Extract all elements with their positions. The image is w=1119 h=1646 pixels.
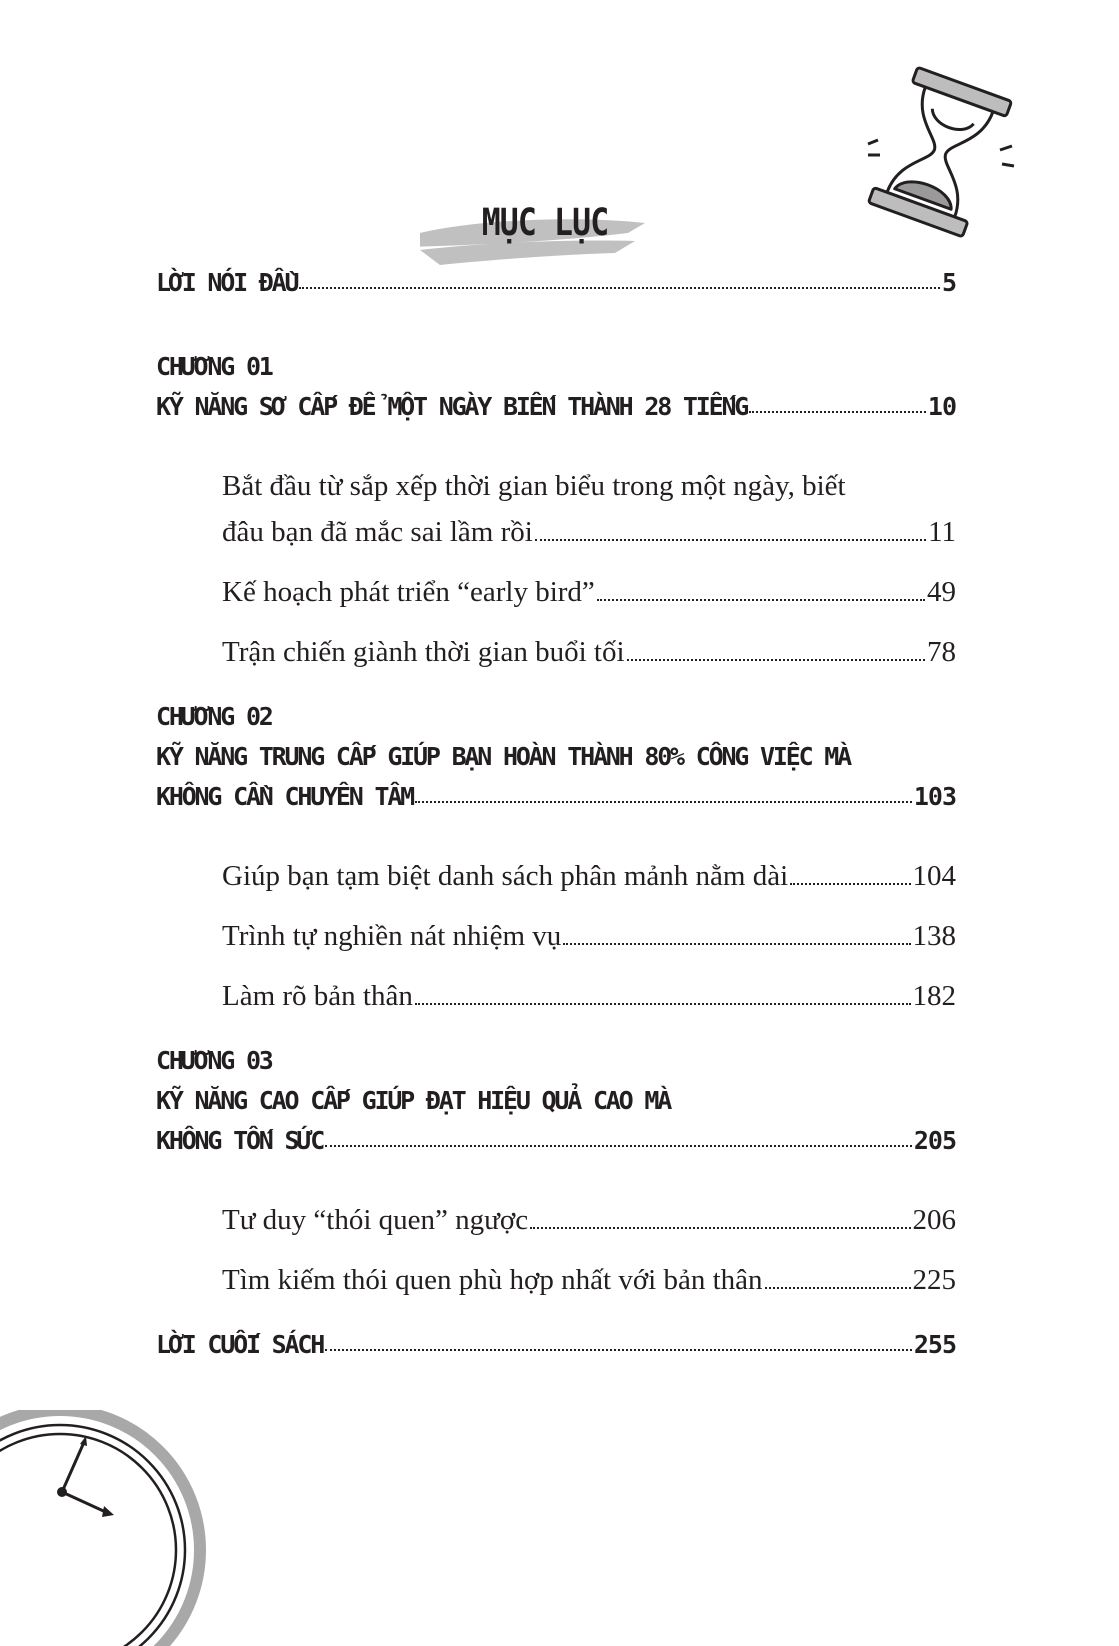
- section-title: Trận chiến giành thời gian buổi tối: [222, 636, 625, 668]
- toc-entry-chapter-03[interactable]: [156, 1126, 956, 1155]
- chapter-title: KỸ NĂNG SƠ CẤP ĐỂ MỘT NGÀY BIẾN THÀNH 28 TIẾNG: [156, 392, 748, 421]
- toc-page-number: 78: [927, 636, 956, 668]
- toc-page-number: 49: [927, 576, 956, 608]
- hourglass-icon: [860, 60, 1020, 245]
- section-title: Tư duy “thói quen” ngược: [222, 1204, 529, 1236]
- toc-entry-section[interactable]: [222, 980, 956, 1013]
- toc-entry-section[interactable]: [222, 860, 956, 893]
- dot-leader: [415, 1002, 911, 1005]
- section-title: Giúp bạn tạm biệt danh sách phân mảnh nằm dài: [222, 860, 789, 892]
- chapter-number: CHƯƠNG 02: [156, 702, 272, 731]
- dot-leader: [749, 410, 926, 413]
- section-title: Làm rõ bản thân: [222, 980, 413, 1012]
- toc-page-number: 103: [913, 782, 956, 811]
- toc-entry-foreword[interactable]: [156, 268, 956, 297]
- dot-leader: [530, 1226, 910, 1229]
- toc-entry-section[interactable]: [222, 576, 956, 609]
- dot-leader: [597, 598, 925, 601]
- chapter-number: CHƯƠNG 01: [156, 352, 272, 381]
- dot-leader: [325, 1348, 912, 1351]
- toc-entry-chapter-02[interactable]: [156, 782, 956, 811]
- toc-entry-section[interactable]: [222, 516, 956, 549]
- dot-leader: [790, 882, 910, 885]
- toc-entry-section[interactable]: [222, 1264, 956, 1297]
- toc-label: LỜI CUỐI SÁCH: [156, 1330, 324, 1359]
- chapter-title-line: KỸ NĂNG TRUNG CẤP GIÚP BẠN HOÀN THÀNH 80% CÔNG VIỆC MÀ: [156, 742, 850, 771]
- toc-page-number: 138: [912, 920, 956, 952]
- toc-page-number: 225: [912, 1264, 956, 1296]
- toc-page-number: 11: [928, 516, 956, 548]
- clock-icon: [0, 1410, 220, 1646]
- toc-page-number: 5: [941, 268, 956, 297]
- toc-entry-afterword[interactable]: [156, 1330, 956, 1359]
- section-title-line: Bắt đầu từ sắp xếp thời gian biểu trong một ngày, biết: [222, 470, 846, 502]
- toc-page-number: 205: [913, 1126, 956, 1155]
- chapter-title: KHÔNG CẦN CHUYÊN TÂM: [156, 782, 414, 811]
- toc-entry-chapter-01[interactable]: [156, 392, 956, 421]
- dot-leader: [415, 800, 912, 803]
- chapter-title: KHÔNG TỐN SỨC: [156, 1126, 324, 1155]
- dot-leader: [299, 286, 940, 289]
- toc-entry-section[interactable]: [222, 920, 956, 953]
- section-title: Kế hoạch phát triển “early bird”: [222, 576, 595, 608]
- section-title: đâu bạn đã mắc sai lầm rồi: [222, 516, 533, 548]
- dot-leader: [563, 942, 910, 945]
- dot-leader: [325, 1144, 912, 1147]
- toc-entry-section[interactable]: [222, 1204, 956, 1237]
- section-title: Tìm kiếm thói quen phù hợp nhất với bản thân: [222, 1264, 763, 1296]
- toc-page-number: 104: [912, 860, 956, 892]
- chapter-title-line: KỸ NĂNG CAO CẤP GIÚP ĐẠT HIỆU QUẢ CAO MÀ: [156, 1086, 671, 1115]
- toc-label: LỜI NÓI ĐẦU: [156, 268, 298, 297]
- toc-page-number: 10: [927, 392, 956, 421]
- dot-leader: [535, 538, 926, 541]
- page-title: MỤC LỤC: [481, 201, 609, 244]
- chapter-number: CHƯƠNG 03: [156, 1046, 272, 1075]
- dot-leader: [765, 1286, 911, 1289]
- section-title: Trình tự nghiền nát nhiệm vụ: [222, 920, 562, 952]
- dot-leader: [627, 658, 925, 661]
- toc-page-number: 255: [913, 1330, 956, 1359]
- toc-page-number: 182: [912, 980, 956, 1012]
- toc-entry-section[interactable]: [222, 636, 956, 669]
- toc-page-number: 206: [912, 1204, 956, 1236]
